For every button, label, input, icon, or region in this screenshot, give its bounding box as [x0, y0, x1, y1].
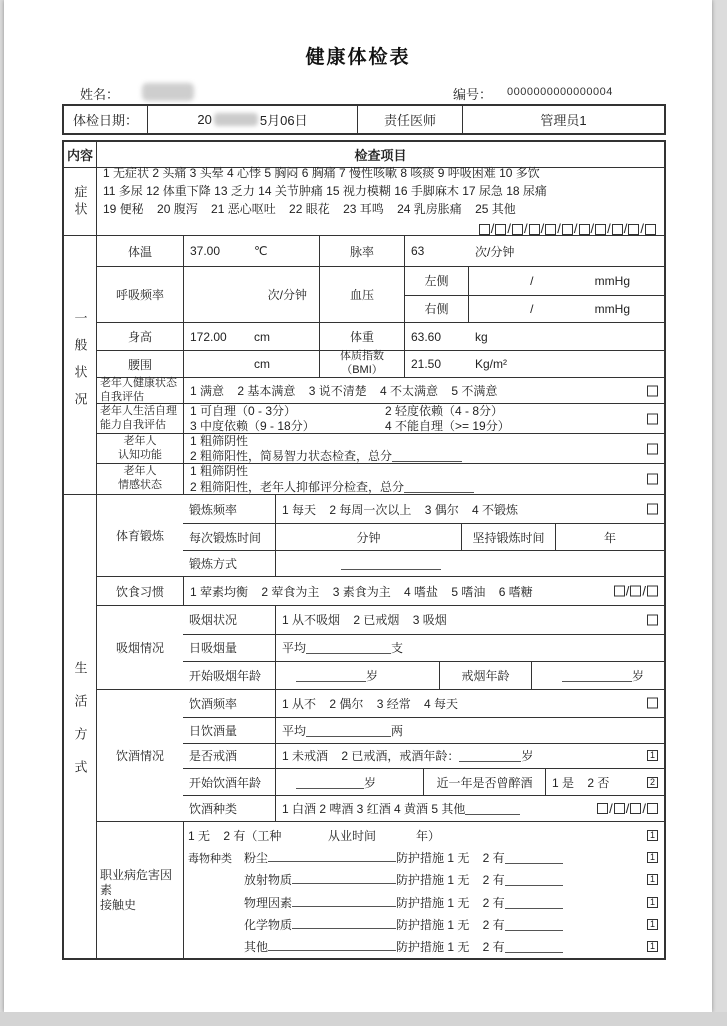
drinking-types-other-blank[interactable]	[465, 802, 520, 815]
drinking-start-age-unit: 岁	[364, 775, 377, 790]
elderly-cognition-label1: 老年人	[123, 434, 157, 447]
checkbox[interactable]: 1	[647, 897, 658, 908]
exam-date-redacted	[214, 113, 258, 126]
smoking-start-age-label: 开始吸烟年龄	[189, 669, 262, 684]
drinking-freq-checkbox	[647, 698, 658, 709]
diet-label: 饮食习惯	[115, 584, 164, 599]
number-label: 编号：	[453, 87, 493, 102]
checkbox[interactable]	[612, 224, 623, 235]
drinking-quit-age-unit: 岁	[521, 749, 534, 764]
drunk-last-year-label: 近一年是否曾醉酒	[423, 769, 545, 795]
temperature-pulse-row	[97, 236, 664, 266]
smoking-status-checkbox	[647, 614, 658, 625]
toxin-row-other	[184, 936, 664, 958]
symptoms-line2: 11 多尿 12 体重下降 13 乏力 14 关节肿痛 15 视力模糊 16 手脚麻木 17 尿急 18 尿痛	[103, 184, 547, 199]
elderly-health-self-label	[97, 378, 183, 403]
drinking-amount-value	[275, 718, 664, 743]
protection-text: 防护措施 1 无 2 有	[396, 895, 505, 910]
exercise-duration-row	[183, 523, 664, 550]
drinking-types-options: 1 白酒 2 啤酒 3 红酒 4 黄酒 5 其他	[282, 802, 466, 817]
drinking-freq-label: 饮酒频率	[189, 696, 238, 711]
lifestyle-section-label: 生活方式	[72, 660, 88, 793]
waist-label: 腰围	[127, 357, 152, 372]
bp-right-row	[405, 295, 664, 323]
exercise-freq-options: 1 每天 2 每周一次以上 3 偶尔 4 不锻炼	[275, 495, 664, 523]
checkbox[interactable]	[495, 224, 506, 235]
exercise-duration-label: 每次锻炼时间	[189, 530, 262, 545]
checkbox[interactable]: 1	[647, 830, 658, 841]
exam-main-table	[62, 140, 666, 960]
toxin-row-physical	[184, 891, 664, 913]
elderly-cognition-label2: 认知功能	[118, 448, 162, 461]
pulse-label: 脉率	[319, 236, 404, 266]
bp-left-row	[405, 267, 664, 295]
protection-text: 防护措施 1 无 2 有	[396, 851, 505, 866]
smoking-amount-blank[interactable]	[306, 641, 391, 654]
bp-right-separator: /	[530, 301, 534, 316]
diet-options: 1 荤素均衡 2 荤食为主 3 素食为主 4 嗜盐 5 嗜油 6 嗜糖	[183, 577, 664, 605]
elderly-selfcare-checkbox	[647, 413, 658, 424]
drinking-group	[97, 689, 664, 821]
occupational-head-checkbox	[647, 830, 658, 841]
smoking-label: 吸烟情况	[115, 641, 164, 655]
occupational-label	[97, 822, 183, 958]
protection-blank[interactable]	[505, 851, 563, 864]
drunk-last-year-options-cell	[545, 769, 664, 795]
name-number-row	[4, 83, 712, 103]
occupational-label1: 职业病危害因素	[100, 867, 173, 897]
weight-value: 63.60	[411, 329, 442, 344]
selfcare-option-4: 4 不能自理（>= 19分）	[385, 418, 510, 433]
exercise-label: 体育锻炼	[115, 529, 164, 543]
checkbox[interactable]	[597, 803, 608, 814]
exercise-freq-row	[183, 495, 664, 523]
elderly-health-self-row	[97, 377, 664, 403]
blood-pressure-label: 血压	[319, 267, 404, 322]
checkbox[interactable]	[595, 224, 606, 235]
height-label: 身高	[127, 330, 152, 344]
physician-label: 责任医师	[357, 106, 462, 133]
toxin-blank[interactable]	[268, 849, 396, 862]
checkbox[interactable]	[630, 586, 641, 597]
elderly-emotion-label	[97, 464, 183, 494]
checkbox[interactable]	[630, 803, 641, 814]
drinking-types-options-cell	[275, 796, 664, 821]
smoking-quit-age-unit: 岁	[632, 669, 645, 684]
smoking-start-age-blank[interactable]	[296, 669, 366, 682]
content-header-cell: 内容	[64, 142, 97, 167]
temperature-value: 37.00	[190, 244, 221, 258]
checkbox[interactable]	[647, 443, 658, 454]
form-page	[4, 0, 712, 1012]
drinking-start-age-label: 开始饮酒年龄	[189, 775, 262, 790]
pulse-value-cell	[404, 236, 664, 266]
exercise-method-row	[183, 550, 664, 576]
occupational-head-row	[184, 825, 664, 846]
temperature-value-cell	[183, 236, 319, 266]
exercise-freq-checkbox	[647, 504, 658, 515]
bp-left-label: 左侧	[405, 267, 469, 295]
smoking-status-options: 1 从不吸烟 2 已戒烟 3 吸烟	[275, 606, 664, 634]
drinking-amount-blank[interactable]	[306, 724, 391, 737]
exercise-method-value	[275, 551, 664, 576]
checkbox[interactable]	[647, 385, 658, 396]
checkbox[interactable]	[645, 224, 656, 235]
exercise-persist-label: 坚持锻炼时间	[461, 524, 555, 550]
drinking-amount-unit: 两	[391, 723, 404, 738]
number-value: 0000000000000004	[507, 86, 613, 98]
general-status-band	[64, 235, 664, 494]
viewer-background	[0, 1012, 727, 1026]
elderly-cognition-label	[97, 434, 183, 463]
toxin-name: 粉尘	[244, 851, 269, 866]
breathing-label: 呼吸频率	[115, 288, 164, 302]
drinking-types-row	[183, 795, 664, 821]
toxin-checkbox	[647, 897, 658, 908]
toxin-blank[interactable]	[292, 916, 396, 929]
elderly-selfcare-label	[97, 404, 183, 433]
drinking-label: 饮酒情况	[115, 749, 164, 763]
checkbox[interactable]: 1	[647, 852, 658, 863]
checkbox[interactable]	[579, 224, 590, 235]
emotion-option-2: 2 粗筛阳性，老年人抑郁评分检查，总分	[190, 480, 405, 494]
checkbox[interactable]: 1	[647, 941, 658, 952]
drinking-start-age-row	[183, 768, 664, 795]
drinking-types-label: 饮酒种类	[189, 802, 238, 817]
exercise-method-blank[interactable]	[341, 557, 441, 570]
drinking-amount-row	[183, 717, 664, 743]
bp-left-unit: mmHg	[594, 273, 630, 288]
elderly-cognition-options	[183, 434, 664, 463]
elderly-health-self-options: 1 满意 2 基本满意 3 说不清楚 4 不太满意 5 不满意	[183, 378, 664, 403]
checkbox[interactable]: 1	[647, 750, 658, 761]
smoking-quit-age-blank[interactable]	[562, 669, 632, 682]
occupational-label2: 接触史	[100, 897, 137, 912]
drinking-types-checkboxes: / / /	[597, 801, 658, 816]
smoking-start-age-unit: 岁	[366, 669, 379, 684]
page-title: 健康体检表	[305, 47, 411, 68]
toxin-name: 物理因素	[244, 895, 293, 910]
symptoms-checkboxes: / / / / / / / / / /	[479, 219, 656, 239]
toxin-blank[interactable]	[292, 894, 396, 907]
bmi-value-cell	[404, 351, 664, 377]
toxin-name: 放射物质	[244, 873, 293, 888]
elderly-emotion-checkbox	[647, 474, 658, 485]
elderly-selfcare-options	[183, 404, 664, 433]
elderly-cognition-row	[97, 433, 664, 463]
exam-info-table	[62, 104, 666, 135]
elderly-health-self-label1: 老年人健康状态	[100, 376, 177, 389]
smoking-amount-label: 日吸烟量	[189, 641, 238, 656]
drinking-start-age-value	[275, 769, 423, 795]
elderly-selfcare-row	[97, 403, 664, 433]
protection-blank[interactable]	[505, 940, 563, 953]
toxin-category-label: 毒物种类	[188, 852, 232, 865]
items-header-cell: 检查项目	[354, 148, 407, 163]
bp-right-label: 右侧	[405, 296, 469, 323]
protection-text: 防护措施 1 无 2 有	[396, 940, 505, 955]
checkbox[interactable]	[614, 586, 625, 597]
toxin-blank[interactable]	[268, 938, 396, 951]
smoking-amount-prefix: 平均	[282, 641, 307, 656]
symptoms-band	[64, 167, 664, 235]
exercise-method-label: 锻炼方式	[189, 557, 238, 571]
pulse-value: 63	[411, 244, 425, 258]
drunk-last-year-checkbox	[647, 777, 658, 788]
waist-unit: cm	[254, 357, 270, 371]
name-value-redacted	[142, 83, 194, 101]
physician-value: 管理员1	[462, 106, 664, 133]
exam-date-value	[147, 106, 357, 133]
smoking-quit-age-label: 戒烟年龄	[439, 662, 531, 689]
smoking-amount-value	[275, 635, 664, 662]
height-weight-row	[97, 322, 664, 350]
toxin-row-chemical	[184, 913, 664, 935]
height-value: 172.00	[190, 329, 227, 344]
drinking-quit-options: 1 未戒酒 2 已戒酒，戒酒年龄：	[282, 749, 460, 764]
checkbox[interactable]: 1	[647, 874, 658, 885]
checkbox[interactable]	[647, 474, 658, 485]
checkbox[interactable]	[529, 224, 540, 235]
toxin-checkbox	[647, 919, 658, 930]
temperature-label: 体温	[127, 244, 152, 259]
occupational-content	[183, 822, 664, 958]
exam-date-prefix: 20	[197, 112, 212, 127]
checkbox[interactable]	[512, 224, 523, 235]
exercise-persist-unit: 年	[555, 524, 664, 550]
elderly-emotion-label1: 老年人	[123, 465, 157, 478]
drinking-quit-row	[183, 743, 664, 769]
toxin-checkbox	[647, 852, 658, 863]
elderly-emotion-row	[97, 463, 664, 494]
selfcare-option-3: 3 中度依赖（9 - 18分）	[190, 418, 315, 433]
drunk-last-year-options: 1 是 2 否	[552, 775, 610, 790]
drinking-freq-options: 1 从不 2 偶尔 3 经常 4 每天	[275, 690, 664, 717]
drinking-start-age-blank[interactable]	[296, 776, 364, 789]
lifestyle-band	[64, 494, 664, 958]
weight-label: 体重	[319, 323, 404, 350]
protection-text: 防护措施 1 无 2 有	[396, 918, 505, 932]
bmi-label-line2: （BMI）	[341, 364, 383, 376]
elderly-selfcare-label1: 老年人生活自理	[100, 404, 177, 417]
cognition-option-2: 2 粗筛阳性，简易智力状态检查，总分	[190, 448, 393, 463]
diet-row	[97, 576, 664, 605]
smoking-group	[97, 605, 664, 689]
symptoms-list	[97, 161, 664, 241]
drinking-quit-age-blank[interactable]	[459, 749, 521, 762]
elderly-selfcare-label2: 能力自我评估	[100, 418, 166, 431]
toxin-name: 化学物质	[244, 918, 293, 932]
drinking-quit-checkbox	[647, 750, 658, 761]
smoking-amount-row	[183, 634, 664, 662]
elderly-emotion-options	[183, 464, 664, 494]
checkbox[interactable]	[628, 224, 639, 235]
elderly-health-self-checkbox	[647, 385, 658, 396]
exam-date-label: 体检日期：	[72, 113, 138, 128]
bmi-unit: Kg/m²	[475, 357, 508, 371]
toxin-row-dust	[184, 846, 664, 868]
smoking-status-row	[183, 606, 664, 634]
exercise-group	[97, 495, 664, 576]
elderly-cognition-checkbox	[647, 443, 658, 454]
protection-blank[interactable]	[505, 896, 563, 909]
symptoms-line3: 19 便秘 20 腹泻 21 恶心呕吐 22 眼花 23 耳鸣 24 乳房胀痛 25 其他	[103, 202, 516, 217]
checkbox[interactable]	[479, 224, 490, 235]
toxin-name: 其他	[244, 940, 269, 955]
selfcare-option-1: 1 可自理（0 - 3分）	[190, 403, 297, 418]
name-label: 姓名：	[80, 87, 120, 102]
bmi-value: 21.50	[411, 357, 442, 371]
waist-value-cell	[183, 351, 319, 377]
bmi-label	[319, 351, 404, 377]
checkbox[interactable]: 1	[647, 919, 658, 930]
drinking-quit-label: 是否戒酒	[189, 749, 238, 764]
general-section-label: 一般状况	[72, 311, 88, 419]
height-unit: cm	[254, 329, 270, 344]
elderly-health-self-label2: 自我评估	[100, 390, 144, 403]
toxin-checkbox	[647, 874, 658, 885]
weight-value-cell	[404, 323, 664, 350]
checkbox[interactable]	[647, 614, 658, 625]
exercise-duration-unit: 分钟	[275, 524, 461, 550]
occupational-group	[97, 821, 664, 958]
temperature-unit: ℃	[254, 244, 268, 258]
checkbox[interactable]: 2	[647, 777, 658, 788]
checkbox[interactable]	[647, 413, 658, 424]
height-value-cell	[183, 323, 319, 350]
bp-left-separator: /	[530, 273, 534, 288]
elderly-emotion-label2: 情感状态	[118, 479, 162, 491]
drinking-freq-row	[183, 690, 664, 717]
smoking-age-row	[183, 661, 664, 689]
breathing-bp-row	[97, 266, 664, 322]
diet-checkboxes: / /	[614, 584, 658, 599]
protection-blank[interactable]	[505, 873, 563, 886]
checkbox[interactable]	[614, 803, 625, 814]
selfcare-option-2: 2 轻度依赖（4 - 8分）	[385, 403, 504, 418]
symptoms-line1: 1 无症状 2 头痛 3 头晕 4 心悸 5 胸闷 6 胸痛 7 慢性咳嗽 8 咳痰 9 呼吸困难 10 多饮	[103, 166, 540, 181]
checkbox[interactable]	[647, 586, 658, 597]
breathing-unit-cell: 次/分钟	[183, 267, 319, 322]
protection-blank[interactable]	[505, 918, 563, 931]
symptoms-section-label: 症状	[72, 184, 88, 219]
pulse-unit: 次/分钟	[475, 244, 515, 259]
toxin-checkbox	[647, 941, 658, 952]
waist-bmi-row	[97, 350, 664, 377]
protection-text: 防护措施 1 无 2 有	[396, 873, 505, 888]
emotion-score-blank[interactable]	[404, 480, 474, 493]
drinking-quit-options-cell	[275, 744, 664, 769]
bmi-label-line1: 体质指数	[340, 350, 384, 363]
occupational-head-text: 1 无 2 有（工种 从业时间 年）	[188, 829, 441, 844]
checkbox[interactable]	[545, 224, 556, 235]
checkbox[interactable]	[647, 803, 658, 814]
checkbox[interactable]	[647, 504, 658, 515]
weight-unit: kg	[475, 329, 488, 344]
exercise-freq-label: 锻炼频率	[189, 502, 238, 517]
smoking-status-label: 吸烟状况	[189, 613, 238, 628]
emotion-option-1: 1 粗筛阴性	[190, 463, 249, 478]
bp-right-unit: mmHg	[594, 301, 630, 316]
exam-date-suffix: 5月06日	[259, 113, 308, 128]
checkbox[interactable]	[647, 698, 658, 709]
checkbox[interactable]	[562, 224, 573, 235]
smoking-start-age-value	[275, 662, 439, 689]
cognition-score-blank[interactable]	[392, 449, 462, 462]
cognition-option-1: 1 粗筛阴性	[190, 433, 249, 448]
drinking-amount-prefix: 平均	[282, 723, 307, 738]
blood-pressure-cell	[404, 267, 664, 322]
toxin-row-radiation	[184, 869, 664, 891]
toxin-blank[interactable]	[292, 871, 396, 884]
smoking-quit-age-value	[531, 662, 664, 689]
drinking-amount-label: 日饮酒量	[189, 723, 238, 738]
smoking-amount-unit: 支	[391, 641, 404, 656]
